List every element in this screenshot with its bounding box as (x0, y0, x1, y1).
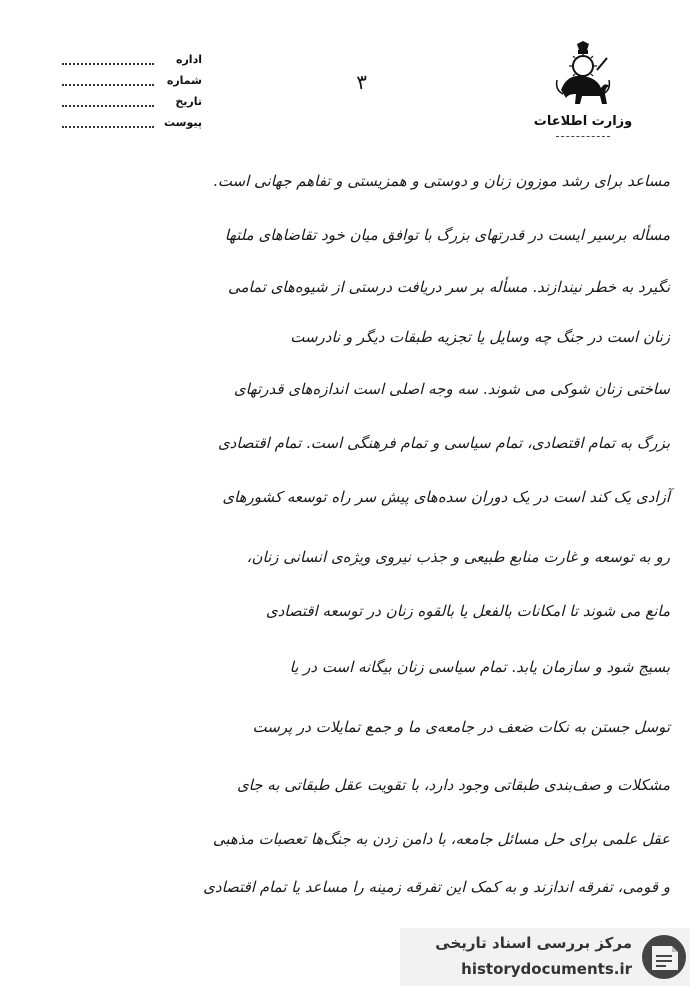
watermark-title: مرکز بررسی اسناد تاریخی (435, 934, 632, 952)
letter-line: رو به توسعه و غارت منابع طبیعی و جذب نیروی ویژه‌ی انسانی زنان، (246, 548, 670, 566)
watermark (400, 928, 690, 986)
letter-line: بسیج شود و سازمان یابد. تمام سیاسی زنان بیگانه است در یا (289, 658, 670, 676)
field-fill-line (62, 126, 154, 128)
lion-and-sun-emblem-icon (553, 40, 613, 108)
field-label: شماره (166, 74, 202, 87)
letterhead-fields (62, 52, 202, 136)
page-number: ۳ (355, 69, 369, 95)
letter-line: توسل جستن به نکات ضعف در جامعه‌ی ما و جمع تمایلات در پرست (252, 718, 670, 736)
letter-line: بزرگ به تمام اقتصادی، تمام سیاسی و تمام فرهنگی است. تمام اقتصادی (217, 434, 670, 452)
field-number (62, 73, 202, 94)
letter-line: مسأله برسیر ایست در قدرتهای بزرگ با توافق میان خود تقاضاهای ملتها (224, 226, 670, 244)
letter-line: مشکلات و صف‌بندی طبقاتی وجود دارد، با تقویت عقل طبقاتی به جای (236, 776, 670, 794)
field-attachment (62, 115, 202, 136)
letter-line: زنان است در جنگ چه وسایل یا تجزیه طبقات دیگر و نادرست (290, 328, 670, 346)
letter-line: مانع می شوند تا امکانات بالفعل یا بالقوه زنان در توسعه اقتصادی (265, 602, 670, 620)
field-fill-line (62, 63, 154, 65)
field-label: اداره (175, 53, 202, 66)
field-fill-line (62, 84, 154, 86)
watermark-url: historydocuments.ir (461, 960, 632, 978)
archive-document-logo-icon (640, 932, 688, 982)
field-label: پیوست (164, 116, 202, 129)
field-label: تاریخ (175, 95, 202, 108)
field-date (62, 94, 202, 115)
field-department (62, 52, 202, 73)
ministry-name: وزارت اطلاعات (533, 114, 633, 129)
field-fill-line (62, 105, 154, 107)
letter-line: عقل علمی برای حل مسائل جامعه، با دامن زدن به جنگ‌ها تعصبات مذهبی (212, 830, 670, 848)
letter-line: و قومی، تفرقه اندازند و به کمک این تفرقه زمینه را مساعد یا تمام اقتصادی (203, 878, 670, 896)
letter-line: ساختی زنان شوکی می شوند. سه وجه اصلی است اندازه‌های قدرتهای (233, 380, 670, 398)
ministry-underline (556, 136, 610, 137)
letter-line: مساعد برای رشد موزون زنان و دوستی و همزیستی و تفاهم جهانی است. (213, 172, 670, 190)
letter-line: نگیرد به خطر نیندازند. مسأله بر سر دریافت درستی از شیوه‌های تمامی (227, 278, 670, 296)
letter-line: آزادی یک کند است در یک دوران سده‌های پیش سر راه توسعه کشورهای (222, 488, 670, 506)
